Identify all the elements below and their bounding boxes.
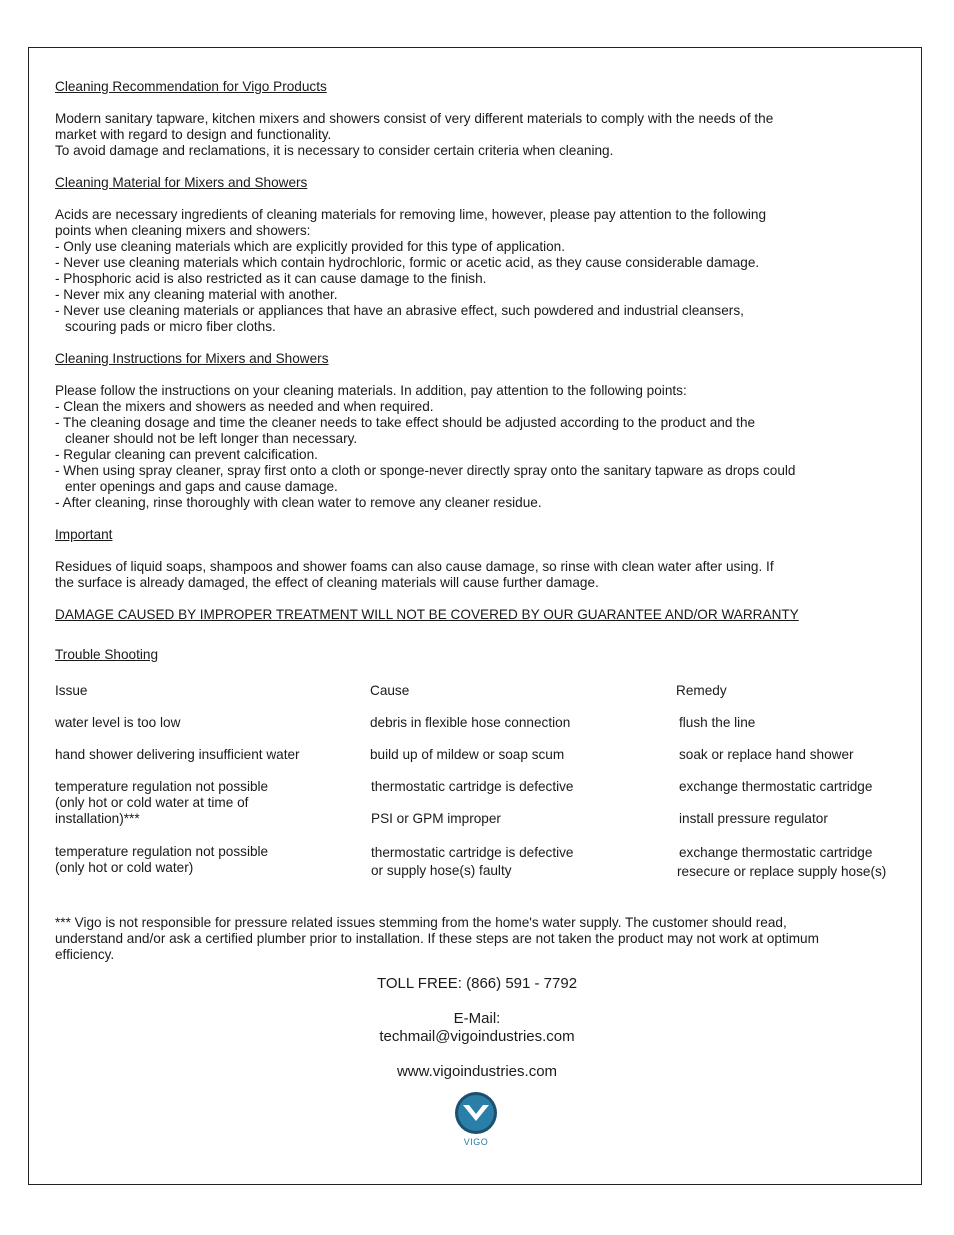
table-cell-remedy: soak or replace hand shower xyxy=(679,747,854,762)
table-cell-cause: build up of mildew or soap scum xyxy=(370,747,565,762)
table-cell-issue: temperature regulation not possible (only hot or cold water) xyxy=(55,844,269,875)
list-item: - After cleaning, rinse thoroughly with clean water to remove any cleaner residue. xyxy=(55,495,542,510)
list-item-continuation: enter openings and gaps and cause damage. xyxy=(65,479,338,494)
column-header-cause: Cause xyxy=(370,683,410,698)
list-item: - When using spray cleaner, spray first onto a cloth or sponge-never directly spray onto the sanitary tapware as drops could xyxy=(55,463,796,478)
list-item: - Never mix any cleaning material with another. xyxy=(55,287,338,302)
table-cell-issue: hand shower delivering insufficient water xyxy=(55,747,300,762)
table-cell-issue: water level is too low xyxy=(55,715,181,730)
document-body xyxy=(55,79,919,963)
list-item: - Clean the mixers and showers as needed and when required. xyxy=(55,399,434,414)
column-header-remedy: Remedy xyxy=(676,683,727,698)
intro-paragraph: Modern sanitary tapware, kitchen mixers and showers consist of very different materials to comply with the needs of the market with regard to design and functionality. To avoid damage and reclamations, it is necessary to consider certain criteria when cleaning. xyxy=(55,111,774,158)
column-header-issue: Issue xyxy=(55,683,88,698)
heading-important: Important xyxy=(55,527,113,542)
cleaning-material-paragraph: Acids are necessary ingredients of cleaning materials for removing lime, however, please pay attention to the following points when cleaning mixers and showers: - Only use cleaning materials which are explicitly provided for this type of application. - Never use cleaning materials which contain hydrochloric, formic or acetic acid, as they cause considerable damage. - Phosphoric acid is also restricted as it can cause damage to the finish. - Never mix any cleaning material with another. - Never use cleaning materials or appliances that have an abrasive effect, such powdered and industrial cleansers, scouring pads or micro fiber cloths. xyxy=(55,207,919,335)
list-item: - Never use cleaning materials which contain hydrochloric, formic or acetic acid, as they cause considerable damage. xyxy=(55,255,760,270)
table-cell-cause: thermostatic cartridge is defective xyxy=(371,779,574,794)
list-item-continuation: scouring pads or micro fiber cloths. xyxy=(65,319,276,334)
table-cell-cause: debris in flexible hose connection xyxy=(370,715,571,730)
list-item: - Phosphoric acid is also restricted as it can cause damage to the finish. xyxy=(55,271,487,286)
email-label: E-Mail: xyxy=(453,1010,501,1027)
list-item: - The cleaning dosage and time the cleaner needs to take effect should be adjusted according to the product and the xyxy=(55,415,756,430)
table-cell-remedy: install pressure regulator xyxy=(679,811,828,826)
table-cell-cause: PSI or GPM improper xyxy=(371,811,501,826)
cleaning-instructions-paragraph: Please follow the instructions on your cleaning materials. In addition, pay attention to the following points: - Clean the mixers and showers as needed and when required. - The cleaning dosage and time the cleaner needs to take effect should be adjusted according to the product and the cleaner should not be left longer than necessary. - Regular cleaning can prevent calcification. - When using spray cleaner, spray first onto a cloth or sponge-never directly spray onto the sanitary tapware as drops could enter openings and gaps and cause damage. - After cleaning, rinse thoroughly with clean water to remove any cleaner residue. xyxy=(55,383,919,511)
heading-cleaning-recommendation: Cleaning Recommendation for Vigo Products xyxy=(55,79,327,94)
table-cell-cause: thermostatic cartridge is defective or supply hose(s) faulty xyxy=(371,845,574,878)
table-cell-remedy: exchange thermostatic cartridge resecure or replace supply hose(s) xyxy=(677,845,887,879)
vigo-logo-icon xyxy=(452,1090,500,1150)
table-cell-remedy: flush the line xyxy=(679,715,756,730)
list-item: - Regular cleaning can prevent calcification. xyxy=(55,447,318,462)
heading-cleaning-instructions: Cleaning Instructions for Mixers and Showers xyxy=(55,351,329,366)
list-item: - Only use cleaning materials which are explicitly provided for this type of application. xyxy=(55,239,566,254)
email-link[interactable]: techmail@vigoindustries.com xyxy=(379,1028,575,1045)
list-item-continuation: cleaner should not be left longer than necessary. xyxy=(65,431,358,446)
toll-free-phone: TOLL FREE: (866) 591 - 7792 xyxy=(376,975,578,992)
table-cell-issue: temperature regulation not possible (only hot or cold water at time of installation)*** xyxy=(55,779,269,826)
important-paragraph: Residues of liquid soaps, shampoos and shower foams can also cause damage, so rinse with clean water after using. If the surface is already damaged, the effect of cleaning materials will cause further damage. xyxy=(55,559,774,590)
troubleshooting-table xyxy=(55,683,919,879)
svg-text:VIGO: VIGO xyxy=(463,1137,489,1147)
vigo-logo xyxy=(452,1090,500,1150)
heading-cleaning-material: Cleaning Material for Mixers and Showers xyxy=(55,175,308,190)
website-link[interactable]: www.vigoindustries.com xyxy=(396,1063,558,1080)
footnote: *** Vigo is not responsible for pressure related issues stemming from the home's water supply. The customer should read, understand and/or ask a certified plumber prior to installation. If these steps are not taken the product may not work at optimum efficiency. xyxy=(55,915,819,962)
table-cell-remedy: exchange thermostatic cartridge xyxy=(679,779,873,794)
heading-trouble-shooting: Trouble Shooting xyxy=(55,647,159,662)
list-item: - Never use cleaning materials or appliances that have an abrasive effect, such powdered and industrial cleansers, xyxy=(55,303,744,318)
warranty-warning: DAMAGE CAUSED BY IMPROPER TREATMENT WILL NOT BE COVERED BY OUR GUARANTEE AND/OR WARRANTY xyxy=(55,607,799,622)
